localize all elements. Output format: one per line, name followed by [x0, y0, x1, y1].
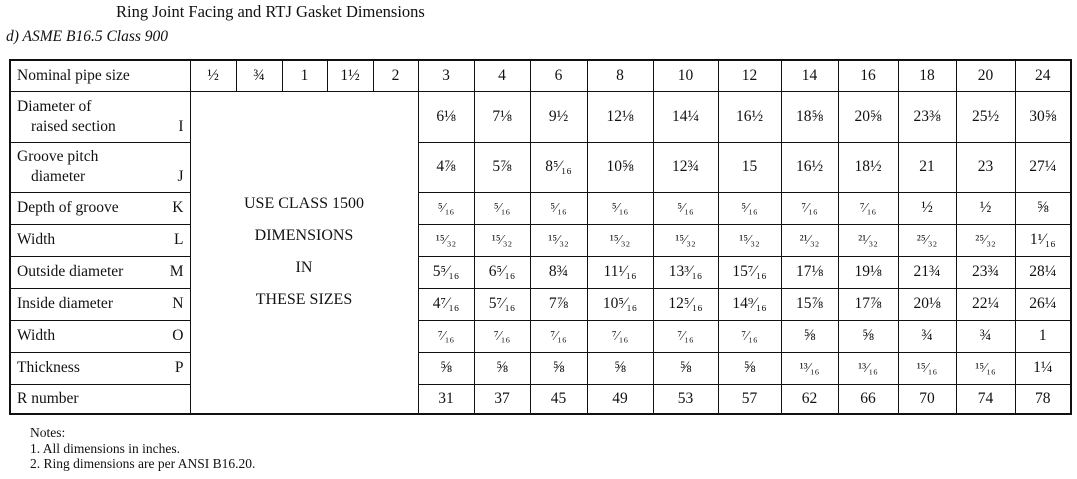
pipe-size-cell: 14	[781, 60, 838, 91]
value-cell: ⁵⁄₁₆	[474, 192, 530, 224]
header-label-cell	[10, 60, 190, 91]
value-cell: 5⁵⁄₁₆	[418, 256, 474, 288]
row-label: Width	[17, 327, 56, 344]
value-cell: 18½	[838, 142, 898, 192]
value-cell: 66	[838, 384, 898, 414]
row-letter: N	[172, 295, 184, 312]
value-cell: 23⅜	[898, 91, 956, 142]
row-letter: M	[169, 263, 184, 280]
note-item: 1. All dimensions in inches.	[30, 440, 180, 456]
row-label: R number	[17, 389, 79, 407]
value-cell: ¹⁵⁄₃₂	[530, 224, 587, 256]
row-letter: P	[174, 359, 184, 376]
value-cell: ²⁵⁄₃₂	[956, 224, 1015, 256]
value-cell: 20⅝	[838, 91, 898, 142]
header-row	[10, 60, 1071, 91]
value-cell: ⅝	[718, 352, 781, 384]
value-cell: 20⅛	[898, 288, 956, 320]
value-cell: ¹³⁄₁₆	[838, 352, 898, 384]
value-cell: 22¼	[956, 288, 1015, 320]
value-cell: 25½	[956, 91, 1015, 142]
pipe-size-cell: 2	[373, 60, 418, 91]
value-cell: 12¾	[653, 142, 718, 192]
value-cell: 12⅛	[587, 91, 653, 142]
value-cell: 70	[898, 384, 956, 414]
value-cell: 6⅛	[418, 91, 474, 142]
value-cell: ¹⁵⁄₁₆	[956, 352, 1015, 384]
row-label-cell	[10, 91, 190, 142]
value-cell: ⁵⁄₁₆	[587, 192, 653, 224]
row-label-continued: raised section	[31, 117, 116, 135]
value-cell: 45	[530, 384, 587, 414]
value-cell: 7⅞	[530, 288, 587, 320]
value-cell: 10⁵⁄₁₆	[587, 288, 653, 320]
value-cell: ²¹⁄₃₂	[838, 224, 898, 256]
value-cell: 16½	[781, 142, 838, 192]
value-cell: ¾	[956, 320, 1015, 352]
merged-note-line: THESE SIZES	[255, 291, 353, 309]
pipe-size-cell: ½	[190, 60, 236, 91]
nominal-pipe-size-label: Nominal pipe size	[17, 66, 130, 84]
table-row	[10, 384, 1071, 414]
value-cell: 7⅛	[474, 91, 530, 142]
value-cell: 6⁵⁄₁₆	[474, 256, 530, 288]
value-cell: 78	[1015, 384, 1071, 414]
value-cell: 21¾	[898, 256, 956, 288]
table-body	[10, 60, 1071, 414]
table-row	[10, 352, 1071, 384]
pipe-size-cell: 10	[653, 60, 718, 91]
value-cell: ¹⁵⁄₃₂	[418, 224, 474, 256]
value-cell: 74	[956, 384, 1015, 414]
pipe-size-cell: 18	[898, 60, 956, 91]
row-label: Depth of groove	[17, 199, 119, 216]
value-cell: ⅝	[530, 352, 587, 384]
value-cell: 12⁵⁄₁₆	[653, 288, 718, 320]
value-cell: ¹⁵⁄₃₂	[718, 224, 781, 256]
row-label: Thickness	[17, 359, 80, 376]
value-cell: ⁷⁄₁₆	[530, 320, 587, 352]
value-cell: 5⁷⁄₁₆	[474, 288, 530, 320]
notes-block	[30, 425, 255, 472]
table-row	[10, 320, 1071, 352]
row-letter: I	[178, 117, 184, 135]
row-label: Width	[17, 231, 56, 248]
pipe-size-cell: 6	[530, 60, 587, 91]
value-cell: 4⅞	[418, 142, 474, 192]
value-cell: 16½	[718, 91, 781, 142]
row-letter: J	[177, 168, 184, 185]
value-cell: 14⁹⁄₁₆	[718, 288, 781, 320]
pipe-size-cell: 16	[838, 60, 898, 91]
value-cell: 14¼	[653, 91, 718, 142]
value-cell: ¾	[898, 320, 956, 352]
value-cell: 23	[956, 142, 1015, 192]
value-cell: 28¼	[1015, 256, 1071, 288]
pipe-size-cell: 24	[1015, 60, 1071, 91]
note-item: 2. Ring dimensions are per ANSI B16.20.	[30, 456, 256, 471]
row-label-cell	[10, 192, 190, 224]
value-cell: 10⅝	[587, 142, 653, 192]
value-cell: 23¾	[956, 256, 1015, 288]
pipe-size-cell: 4	[474, 60, 530, 91]
pipe-size-cell: 3	[418, 60, 474, 91]
value-cell: 1¼	[1015, 352, 1071, 384]
value-cell: 27¼	[1015, 142, 1071, 192]
value-cell: ⁷⁄₁₆	[587, 320, 653, 352]
value-cell: 19⅛	[838, 256, 898, 288]
value-cell: ⁷⁄₁₆	[418, 320, 474, 352]
value-cell: 15⅞	[781, 288, 838, 320]
value-cell: ¹⁵⁄₃₂	[474, 224, 530, 256]
row-letter: K	[172, 199, 184, 216]
table-row	[10, 192, 1071, 224]
row-label: Inside diameter	[17, 295, 113, 312]
row-label: Outside diameter	[17, 263, 124, 280]
row-label: Diameter of	[17, 97, 92, 115]
row-label-cell	[10, 384, 190, 414]
value-cell: ⅝	[781, 320, 838, 352]
pipe-size-cell: 1	[282, 60, 327, 91]
value-cell: 62	[781, 384, 838, 414]
row-letter: O	[172, 327, 184, 344]
row-letter: L	[174, 231, 184, 248]
value-cell: 11¹⁄₁₆	[587, 256, 653, 288]
value-cell: 8¾	[530, 256, 587, 288]
value-cell: 5⅞	[474, 142, 530, 192]
pipe-size-cell: 8	[587, 60, 653, 91]
pipe-size-cell: 20	[956, 60, 1015, 91]
row-label-cell	[10, 224, 190, 256]
value-cell: 26¼	[1015, 288, 1071, 320]
row-label: Groove pitch	[17, 148, 99, 165]
pipe-size-cell: 1½	[327, 60, 373, 91]
value-cell: ½	[898, 192, 956, 224]
row-label-cell	[10, 352, 190, 384]
notes-heading: Notes:	[30, 425, 66, 440]
pipe-size-cell: 12	[718, 60, 781, 91]
value-cell: ⅝	[1015, 192, 1071, 224]
value-cell: 4⁷⁄₁₆	[418, 288, 474, 320]
row-label-cell	[10, 142, 190, 192]
value-cell: ¹³⁄₁₆	[781, 352, 838, 384]
use-class-1500-note	[190, 91, 418, 414]
value-cell: ⁵⁄₁₆	[653, 192, 718, 224]
dimensions-table	[9, 59, 1072, 415]
value-cell: ⅝	[587, 352, 653, 384]
value-cell: ⁵⁄₁₆	[718, 192, 781, 224]
row-label-cell	[10, 288, 190, 320]
value-cell: 18⅝	[781, 91, 838, 142]
table-row	[10, 224, 1071, 256]
table-subtitle: d) ASME B16.5 Class 900	[6, 28, 169, 45]
value-cell: 31	[418, 384, 474, 414]
value-cell: ⁵⁄₁₆	[418, 192, 474, 224]
value-cell: 9½	[530, 91, 587, 142]
value-cell: ½	[956, 192, 1015, 224]
value-cell: ⁷⁄₁₆	[781, 192, 838, 224]
merged-note-line: DIMENSIONS	[254, 227, 354, 245]
value-cell: 57	[718, 384, 781, 414]
value-cell: 13³⁄₁₆	[653, 256, 718, 288]
table-row	[10, 142, 1071, 192]
value-cell: 49	[587, 384, 653, 414]
value-cell: 17⅞	[838, 288, 898, 320]
value-cell: ⅝	[418, 352, 474, 384]
value-cell: 1	[1015, 320, 1071, 352]
value-cell: ¹⁵⁄₃₂	[587, 224, 653, 256]
value-cell: ⅝	[838, 320, 898, 352]
value-cell: ¹⁵⁄₁₆	[898, 352, 956, 384]
merged-note-line: IN	[295, 259, 313, 277]
table-row	[10, 256, 1071, 288]
pipe-size-cell: ¾	[236, 60, 282, 91]
value-cell: ⁷⁄₁₆	[653, 320, 718, 352]
value-cell: ⁷⁄₁₆	[838, 192, 898, 224]
value-cell: 1¹⁄₁₆	[1015, 224, 1071, 256]
value-cell: 53	[653, 384, 718, 414]
value-cell: 37	[474, 384, 530, 414]
value-cell: 21	[898, 142, 956, 192]
row-label-continued: diameter	[31, 168, 86, 185]
value-cell: ⅝	[653, 352, 718, 384]
row-label-cell	[10, 256, 190, 288]
value-cell: ¹⁵⁄₃₂	[653, 224, 718, 256]
value-cell: ⅝	[474, 352, 530, 384]
table-row	[10, 288, 1071, 320]
page-title: Ring Joint Facing and RTJ Gasket Dimensions	[116, 2, 425, 21]
value-cell: ⁷⁄₁₆	[474, 320, 530, 352]
value-cell: ⁵⁄₁₆	[530, 192, 587, 224]
value-cell: ²⁵⁄₃₂	[898, 224, 956, 256]
row-label-cell	[10, 320, 190, 352]
merged-note-line: USE CLASS 1500	[243, 195, 365, 213]
value-cell: 15⁷⁄₁₆	[718, 256, 781, 288]
table-row	[10, 91, 1071, 142]
value-cell: 8⁵⁄₁₆	[530, 142, 587, 192]
value-cell: ²¹⁄₃₂	[781, 224, 838, 256]
value-cell: 17⅛	[781, 256, 838, 288]
value-cell: 30⅝	[1015, 91, 1071, 142]
value-cell: 15	[718, 142, 781, 192]
value-cell: ⁷⁄₁₆	[718, 320, 781, 352]
